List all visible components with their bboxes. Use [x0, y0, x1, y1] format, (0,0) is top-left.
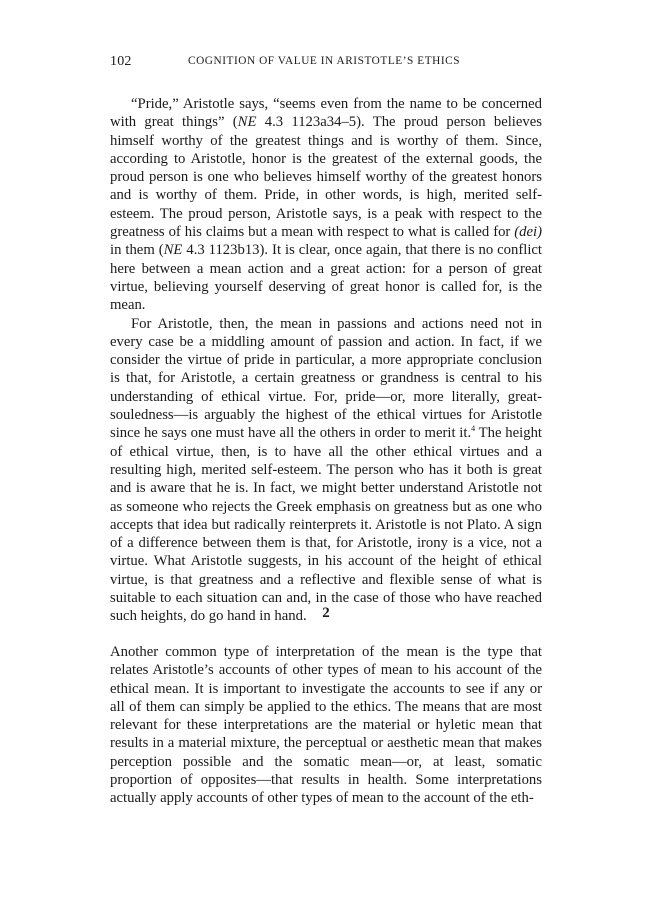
italic-text: (dei) — [514, 224, 542, 241]
text-run: in them ( — [110, 242, 164, 259]
text-run: “Pride,” Aristotle says, “seems even from the name to be concerned with great things” ( — [110, 96, 542, 131]
paragraph-pride — [110, 95, 542, 315]
paragraph-greatness — [110, 315, 542, 626]
text-run: 4.3 1123a34–5). The proud person believes himself worthy of the greatest things and is worthy of them. Since, according to Aristotle, honor is the greatest of the external goods, the proud person is one who believes himself worthy of the greatest honors and is worthy of them. Pride, in other words, is high, merited self-esteem. The proud person, Aristotle says, is a peak with respect to the greatness of his claims but a mean with respect to what is called for — [110, 114, 542, 241]
paragraph-other-means — [110, 643, 542, 808]
footnote-marker: 4 — [471, 424, 476, 434]
italic-text: NE — [163, 242, 183, 259]
running-head: COGNITION OF VALUE IN ARISTOTLE’S ETHICS — [188, 55, 461, 67]
section-number: 2 — [322, 605, 330, 621]
text-run: The height of ethical virtue, then, is to have all the other ethical virtues and a resulting high, merited self-esteem. The person who has it both is great and is aware that he is. In fact, we might better understand Aristotle not as someone who rejects the Greek emphasis on greatness but as one who accepts that idea but radically reinterprets it. Aristotle is not Plato. A sign of a difference between them is that, for Aristotle, irony is a vice, not a virtue. What Aristotle suggests, in his account of the height of ethical virtue, is that greatness and a reflective and flexible sense of what is suitable to each situation can and, in the case of those who have reached such heights, do go hand in hand. — [110, 425, 542, 625]
italic-text: NE — [237, 114, 257, 131]
page-number: 102 — [110, 54, 132, 69]
text-run: 4.3 1123b13). It is clear, once again, that there is no conflict here between a mean action and a great action: for a person of great virtue, believing yourself deserving of great honor is called for, is the mean. — [110, 242, 542, 314]
body-text — [110, 95, 542, 626]
text-run: For Aristotle, then, the mean in passions and actions need not in every case be a middling amount of passion and action. In fact, if we consider the virtue of pride in particular, a more appropriate conclusion is that, for Aristotle, a certain greatness or grandness is central to his understanding of ethical virtue. For, pride—or, more literally, great-souledness—is arguably the highest of the ethical virtues for Aristotle since he says one must have all the others in order to merit it. — [110, 315, 542, 442]
text-run: Another common type of interpretation of the mean is the type that relates Aristotle’s accounts of other types of mean to his account of the ethical mean. It is important to investigate the accounts to see if any or all of them can simply be applied to the ethics. The means that are most relevant for these interpretations are the material or hyletic mean that results in a material mixture, the perceptual or aesthetic mean that makes perception possible and the somatic mean—or, at least, somatic proportion of opposites—that results in health. Some interpretations actually apply accounts of other types of mean to the account of the eth- — [110, 644, 542, 807]
page-header — [110, 54, 542, 74]
section-body-text — [110, 643, 542, 808]
